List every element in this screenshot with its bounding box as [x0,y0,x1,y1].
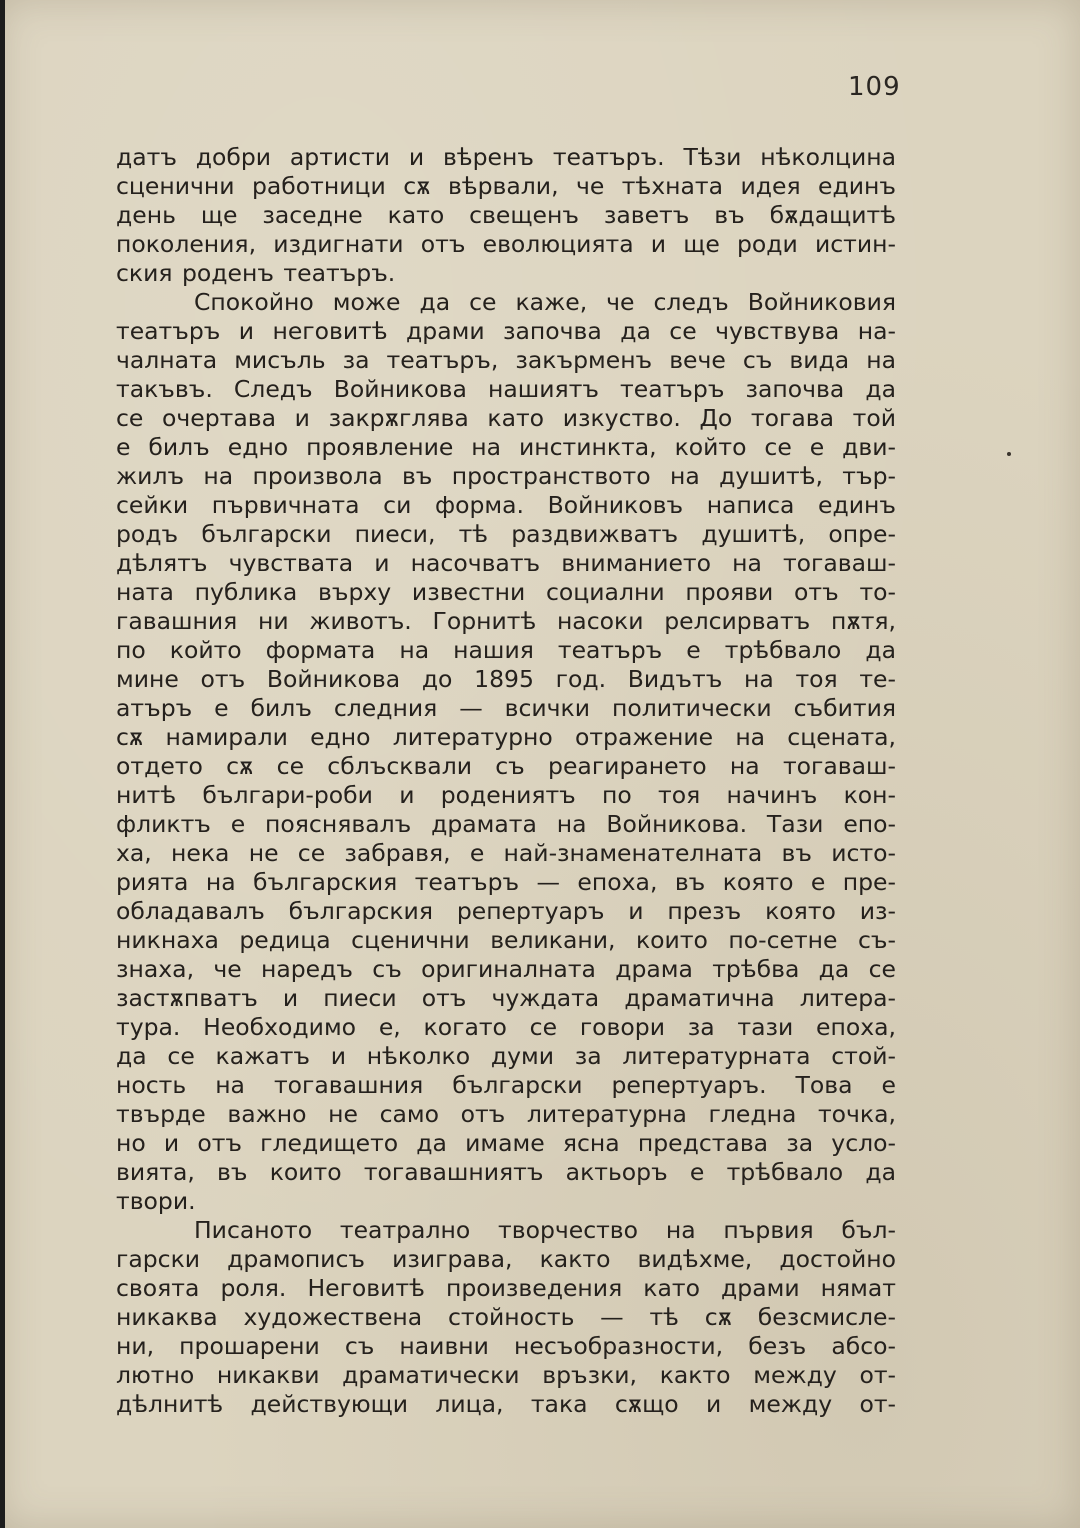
text-line: отдето сѫ се сблъсквали съ реагирането на тогаваш- [116,752,896,780]
text-line: ни, прошарени съ наивни несъобразности, безъ абсо- [116,1332,896,1360]
text-line: поколения, издигнати отъ еволюцията и ще роди истин- [116,230,896,258]
body-text [116,143,896,1419]
text-line: знаха, че наредъ съ оригиналната драма трѣбва да се [116,955,896,983]
text-line: такъвъ. Следъ Войникова нашиятъ театъръ започва да [116,375,896,403]
text-line: твори. [116,1187,196,1215]
text-line: жилъ на произвола въ пространството на душитѣ, тър- [116,462,896,490]
text-line: день ще заседне като свещенъ заветъ въ бѫдащитѣ [116,201,896,229]
text-line: ския роденъ театъръ. [116,259,396,287]
text-line: дѣлятъ чувствата и насочватъ вниманието на тогаваш- [116,549,896,577]
text-line: чалната мисъль за театъръ, закърменъ вече съ вида на [116,346,896,374]
text-line: но и отъ гледището да имаме ясна представа за усло- [116,1129,896,1157]
text-line: атъръ е билъ следния — всички политически събития [116,694,896,722]
text-line: да се кажатъ и нѣколко думи за литературната стой- [116,1042,896,1070]
text-line: фликтъ е пояснявалъ драмата на Войникова. Тази епо- [116,810,896,838]
text-line: застѫпватъ и пиеси отъ чуждата драматична литера- [116,984,896,1012]
text-line: сейки първичната си форма. Войниковъ написа единъ [116,491,896,519]
text-line: гавашния ни животъ. Горнитѣ насоки релсирватъ пѫтя, [116,607,896,635]
text-line: мине отъ Войникова до 1895 год. Видътъ на тоя те- [116,665,896,693]
text-line: дѣлнитѣ действующи лица, така сѫщо и между от- [116,1390,896,1418]
text-line: по който формата на нашия театъръ е трѣбвало да [116,636,896,664]
text-line: лютно никакви драматически връзки, както между от- [116,1361,896,1389]
scan-edge [0,0,5,1528]
text-line: сценични работници сѫ вѣрвали, че тѣхната идея единъ [116,172,896,200]
text-line: никаква художествена стойность — тѣ сѫ безсмисле- [116,1303,896,1331]
text-line: обладавалъ българския репертуаръ и презъ която из- [116,897,896,925]
text-line: родъ български пиеси, тѣ раздвижватъ душитѣ, опре- [116,520,896,548]
paragraph-start-line: Спокойно може да се каже, че следъ Войниковия [194,288,896,316]
text-line: ха, нека не се забравя, е най-знаменателната въ исто- [116,839,896,867]
text-line: нитѣ българи-роби и родениятъ по тоя начинъ кон- [116,781,896,809]
text-line: вията, въ които тогавашниятъ актьоръ е трѣбвало да [116,1158,896,1186]
paragraph-start-line: Писаното театрално творчество на първия бъл- [194,1216,896,1244]
text-line: никнаха редица сценични великани, които по-сетне съ- [116,926,896,954]
text-line: тура. Необходимо е, когато се говори за тази епоха, [116,1013,896,1041]
text-line: гарски драмописъ изиграва, както видѣхме, достойно [116,1245,896,1273]
text-line: рията на българския театъръ — епоха, въ която е пре- [116,868,896,896]
text-line: ность на тогавашния български репертуаръ. Това е [116,1071,896,1099]
text-line: се очертава и закрѫглява като изкуство. До тогава той [116,404,896,432]
text-line: своята роля. Неговитѣ произведения като драми нямат [116,1274,896,1302]
text-line: театъръ и неговитѣ драми започва да се чувствува на- [116,317,896,345]
text-line: сѫ намирали едно литературно отражение на сцената, [116,723,896,751]
text-line: ната публика върху известни социални прояви отъ то- [116,578,896,606]
text-line: твърде важно не само отъ литературна гледна точка, [116,1100,896,1128]
text-line: датъ добри артисти и вѣренъ театъръ. Тѣзи нѣколцина [116,143,896,171]
page-number: 109 [848,72,901,102]
paper-speck [1007,452,1011,456]
text-line: е билъ едно проявление на инстинкта, който се е дви- [116,433,896,461]
